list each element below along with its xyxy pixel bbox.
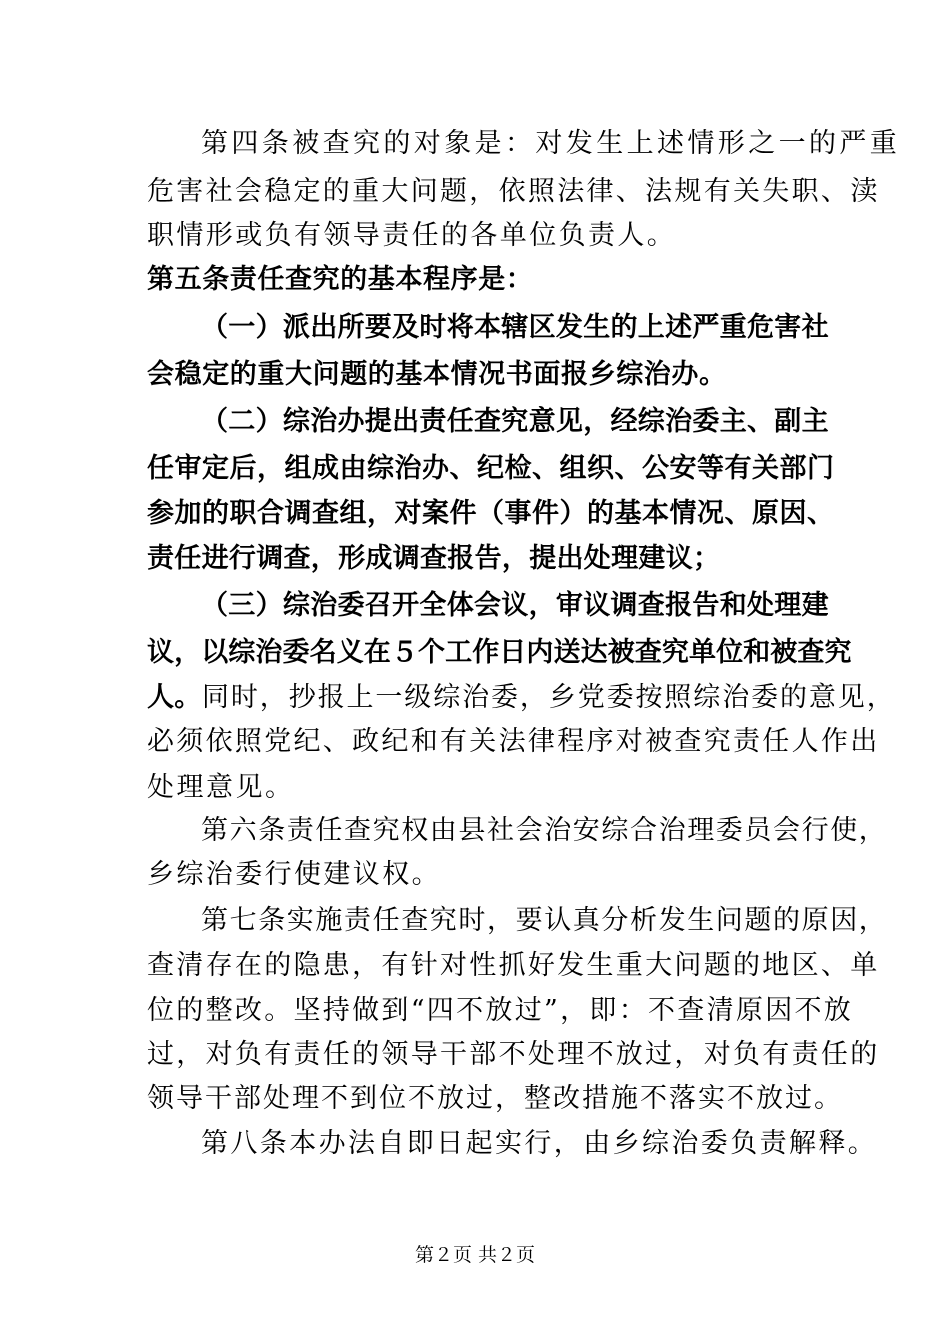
text-line bbox=[0, 1076, 950, 1122]
line-text: 第七条实施责任查究时，要认真分析发生问题的原因， bbox=[201, 905, 888, 936]
text-line bbox=[0, 988, 950, 1034]
text-line bbox=[0, 808, 950, 854]
line-text: 处理意见。 bbox=[147, 772, 295, 803]
text-line bbox=[0, 943, 950, 989]
line-text: （三）综治委召开全体会议，审议调查报告和处理建 bbox=[201, 590, 829, 621]
text-line bbox=[0, 630, 950, 676]
line-text: 过，对负有责任的领导干部不处理不放过，对负有责任的 bbox=[147, 1039, 880, 1070]
text-line bbox=[0, 399, 950, 445]
line-text: 议，以综治委名义在５个工作日内送达被查究单位和被查究 bbox=[147, 637, 852, 668]
line-text: 领导干部处理不到位不放过，整改措施不落实不放过。 bbox=[147, 1083, 843, 1114]
text-line bbox=[0, 352, 950, 398]
text-line bbox=[0, 765, 950, 811]
line-text: 责任进行调查，形成调查报告，提出处理建议； bbox=[147, 543, 721, 574]
line-text: 第八条本办法自即日起实行，由乡综治委负责解释。 bbox=[201, 1128, 878, 1159]
text-line bbox=[0, 213, 950, 259]
text-line bbox=[0, 491, 950, 537]
line-text: （二）综治办提出责任查究意见，经综治委主、副主 bbox=[201, 406, 829, 437]
page-number-footer bbox=[0, 1240, 950, 1270]
text-line bbox=[0, 305, 950, 351]
line-text: 职情形或负有领导责任的各单位负责人。 bbox=[147, 220, 677, 251]
line-text: 必须依照党纪、政纪和有关法律程序对被查究责任人作出 bbox=[147, 726, 880, 757]
line-text: 乡综治委行使建议权。 bbox=[147, 859, 441, 890]
text-line bbox=[0, 719, 950, 765]
page-number-label: 第２页 共２页 bbox=[414, 1244, 536, 1266]
line-text: 会稳定的重大问题的基本情况书面报乡综治办。 bbox=[147, 359, 727, 390]
text-line bbox=[0, 446, 950, 492]
text-line bbox=[0, 583, 950, 629]
line-text: 第四条被查究的对象是：对发生上述情形之一的严重 bbox=[201, 128, 901, 159]
text-line bbox=[0, 536, 950, 582]
line-text: 位的整改。坚持做到“四不放过”，即：不查清原因不放 bbox=[147, 995, 854, 1026]
text-line bbox=[0, 1121, 950, 1167]
text-line bbox=[0, 675, 950, 721]
text-line bbox=[0, 1032, 950, 1078]
text-line bbox=[0, 898, 950, 944]
line-text: 参加的职合调查组，对案件（事件）的基本情况、原因、 bbox=[147, 498, 835, 529]
line-text: 任审定后，组成由综治办、纪检、组织、公安等有关部门 bbox=[147, 453, 835, 484]
section-heading bbox=[0, 257, 950, 303]
text-line bbox=[0, 169, 950, 215]
line-text: 第六条责任查究权由县社会治安综合治理委员会行使， bbox=[201, 815, 888, 846]
line-text: 同时，抄报上一级综治委，乡党委按照综治委的意见， bbox=[202, 682, 896, 713]
line-text-bold-part: 人。 bbox=[147, 682, 202, 713]
text-line bbox=[0, 121, 950, 167]
line-text: 危害社会稳定的重大问题，依照法律、法规有关失职、渎 bbox=[147, 176, 880, 207]
line-text: （一）派出所要及时将本辖区发生的上述严重危害社 bbox=[201, 312, 829, 343]
text-line bbox=[0, 852, 950, 898]
line-text: 查清存在的隐患，有针对性抓好发生重大问题的地区、单 bbox=[147, 950, 880, 981]
heading-text: 第五条责任查究的基本程序是： bbox=[147, 264, 534, 295]
